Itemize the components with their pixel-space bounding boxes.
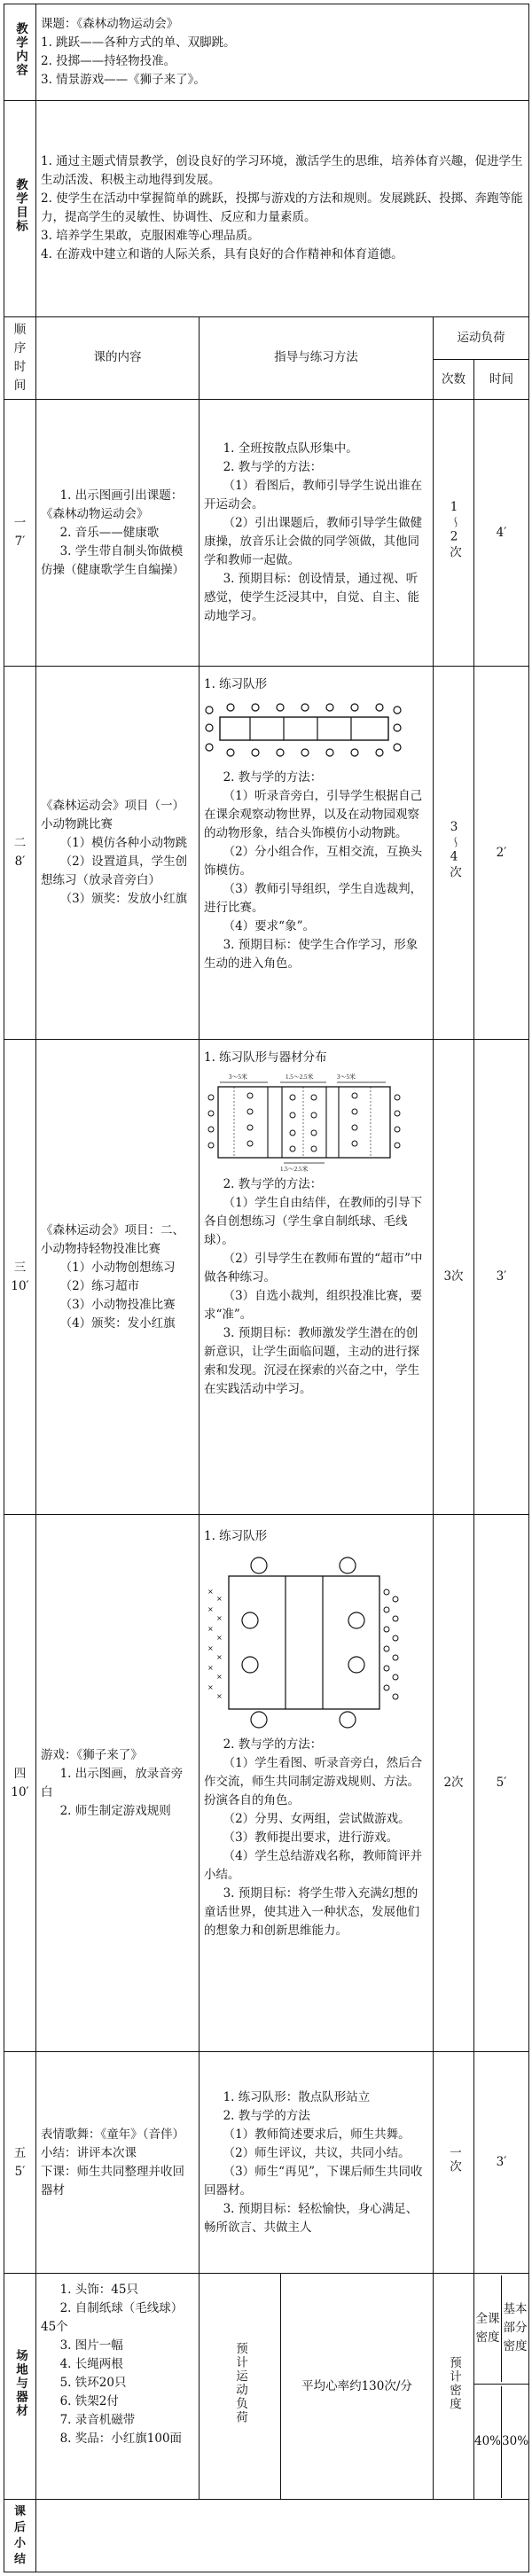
svg-text:×: × bbox=[216, 1653, 223, 1662]
density-values bbox=[474, 2384, 529, 2500]
stage-duration: 2′ bbox=[474, 667, 529, 1040]
venue-label: 场地与器材 bbox=[4, 2273, 36, 2500]
overall-density-label: 全课密度 bbox=[474, 2275, 502, 2382]
stage-times: 一次 bbox=[434, 2052, 474, 2273]
stage-method: 1. 练习队形：散点队形站立 2. 教与学的方法 （1）教师简述要求后，师生共舞。 （2）师生评议，共议，共同小结。 （3）师生“再见”，下课后师生共同收回器材。 3. 预期目标：轻松愉快，身心满足、畅所欲言、共做主人 bbox=[200, 2052, 434, 2273]
header-duration: 时间 bbox=[474, 360, 529, 400]
teaching-content-row bbox=[4, 4, 529, 101]
stage-number-time: 五 5′ bbox=[4, 2052, 36, 2273]
stage-content: 表情歌舞：《童年》（音伴） 小结：讲评本次课 下课：师生共同整理并收回器材 bbox=[36, 2052, 200, 2273]
reflection-cell bbox=[36, 2500, 529, 2572]
header-row bbox=[4, 316, 529, 360]
stage-times: 1～2次 bbox=[434, 400, 474, 667]
stage-row bbox=[4, 667, 529, 1040]
heart-rate-value: 平均心率约130次/分 bbox=[281, 2273, 434, 2500]
svg-text:×: × bbox=[207, 1644, 214, 1653]
stage-times: 3～4次 bbox=[434, 667, 474, 1040]
svg-text:×: × bbox=[207, 1664, 214, 1673]
reflection-label: 课后小结 bbox=[4, 2500, 36, 2572]
goal-item: 2. 使学生在活动中掌握简单的跳跃，投掷与游戏的方法和规则。发展跳跃、投掷、奔跑等能力，提高学生的灵敏性、协调性、反应和力量素质。 bbox=[41, 191, 523, 225]
stage-method: 1. 全班按散点队形集中。 2. 教与学的方法： （1）看图后，教师引导学生说出谁在开运动会。 （2）引出课题后，教师引导学生做健康操，放音乐让会做的同学领做，其他同学和教师一起做。 3. 预期目标：创设情景，通过视、听感觉，使学生泛浸其中，自觉、自主、能动地学习。 bbox=[200, 400, 434, 667]
lesson-plan-table bbox=[4, 4, 529, 2572]
venue-row bbox=[4, 2273, 529, 2384]
content-item: 3. 情景游戏——《狮子来了》。 bbox=[41, 73, 206, 88]
stage-content: 《森林运动会》项目：二、小动物持轻物投准比赛 （1）小动物创想练习 （2）练习超市 （3）小动物投准比赛 （4）颁奖：发小红旗 bbox=[36, 1040, 200, 1515]
stage-content: 游戏：《狮子来了》 1. 出示图画，放录音旁白 2. 师生制定游戏规则 bbox=[36, 1515, 200, 2052]
stage-content: 《森林运动会》项目（一）小动物跳比赛 （1）模仿各种小动物跳 （2）设置道具，学生创想练习（放录音旁白） （3）颁奖：发放小红旗 bbox=[36, 667, 200, 1040]
stage-row bbox=[4, 1040, 529, 1515]
header-content: 课的内容 bbox=[36, 316, 200, 400]
goal-item: 1. 通过主题式情景教学，创设良好的学习环境，激活学生的思维，培养体育兴趣，促进学生生动活泼、积极主动地得到发展。 bbox=[41, 154, 523, 188]
density-labels bbox=[474, 2273, 529, 2384]
header-order-time: 顺序时间 bbox=[4, 316, 36, 400]
stage-row bbox=[4, 400, 529, 667]
stage-duration: 3′ bbox=[474, 1040, 529, 1515]
game-formation-diagram bbox=[204, 1550, 403, 1736]
predicted-density-label: 预计密度 bbox=[434, 2273, 474, 2500]
svg-text:3～5米: 3～5米 bbox=[337, 1073, 356, 1081]
stage-row bbox=[4, 1515, 529, 2052]
equipment-layout-diagram bbox=[204, 1071, 403, 1175]
teaching-goals-cell bbox=[36, 101, 529, 316]
stage-row bbox=[4, 2052, 529, 2273]
svg-text:×: × bbox=[216, 1595, 223, 1604]
stage-method: 1. 练习队形与器材分布 3～5米 1.5～2.5米 3～5米 1.5～2.5米 2. 教与学的方法： （1）学生自由结伴，在教师的引导下各自创想练习（学生拿自制纸球、毛线球）。 （2）引导学生在教师布置的“超市”中做各种练习。 （3）自选小裁判，组织投准比赛，要求“准”。 3. 预期目标：教师激发学生潜在的创新意识，让学生面临问题，主动的进行探索和发现。沉浸在探索的兴奋之中，学生在实践活动中学习。 bbox=[200, 1040, 434, 1515]
stage-number-time: 一 7′ bbox=[4, 400, 36, 667]
basic-density-label: 基本部分密度 bbox=[503, 2302, 528, 2354]
stage-duration: 3′ bbox=[474, 2052, 529, 2273]
goal-item: 4. 在游戏中建立和谐的人际关系，具有良好的合作精神和体育道德。 bbox=[41, 247, 403, 262]
stage-number-time: 三 10′ bbox=[4, 1040, 36, 1515]
header-times: 次数 bbox=[434, 360, 474, 400]
stage-duration: 4′ bbox=[474, 400, 529, 667]
svg-text:×: × bbox=[207, 1605, 214, 1614]
teaching-content-cell bbox=[36, 4, 529, 101]
stage-duration: 5′ bbox=[474, 1515, 529, 2052]
content-item: 1. 跳跃——各种方式的单、双脚跳。 bbox=[41, 35, 236, 51]
goal-item: 3. 培养学生果敢，克服困难等心理品质。 bbox=[41, 229, 260, 244]
basic-density-value: 30% bbox=[502, 2434, 529, 2449]
svg-text:×: × bbox=[216, 1634, 223, 1643]
svg-text:×: × bbox=[207, 1625, 214, 1634]
svg-text:1.5～2.5米: 1.5～2.5米 bbox=[286, 1073, 314, 1081]
svg-text:×: × bbox=[216, 1614, 223, 1623]
teaching-goals-row bbox=[4, 101, 529, 316]
svg-text:1.5～2.5米: 1.5～2.5米 bbox=[280, 1166, 309, 1174]
stage-method: 1. 练习队形 2. 教与学的方法： （1）听录音旁白，引导学生根据自己在课余观察动物世界，以及在动物园观察的动物形象，结合头饰模仿小动物跳。 （2）分小组合作，互相交流，互换头饰模仿。 （3）教师引导组织，学生自选裁判，进行比赛。 （4）要求“象”。 3. 预期目标：使学生合作学习，形象生动的进入角色。 bbox=[200, 667, 434, 1040]
stage-number-time: 二 8′ bbox=[4, 667, 36, 1040]
stage-method: 1. 练习队形 × × × × × × × × × × × × 2. 教与学的方法： （1）学生看图、听录音旁白，然后合作交流，师生共同制定游戏规则、方法。扮演各自的角色。 （2）分男、女两组，尝试做游戏。 （3）教师提出要求，进行游戏。 （4）学生总结游戏名称，教师简评并小结。 3. 预期目标：将学生带入充满幻想的童话世界，使其进入一种状态，发展他们的想象力和创新思维能力。 bbox=[200, 1515, 434, 2052]
stage-content: 1. 出示图画引出课题：《森林动物运动会》 2. 音乐——健康歌 3. 学生带自制头饰做模仿操（健康歌学生自编操） bbox=[36, 400, 200, 667]
header-load: 运动负荷 bbox=[434, 316, 529, 360]
svg-text:×: × bbox=[216, 1692, 223, 1701]
content-item: 课题：《森林动物运动会》 bbox=[41, 17, 179, 32]
stage-times: 2次 bbox=[434, 1515, 474, 2052]
svg-text:×: × bbox=[207, 1588, 214, 1596]
predicted-load-label: 预计运动负荷 bbox=[200, 2273, 281, 2500]
stage-number-time: 四 10′ bbox=[4, 1515, 36, 2052]
teaching-goals-label: 教学目标 bbox=[4, 101, 36, 316]
header-method: 指导与练习方法 bbox=[200, 316, 434, 400]
svg-text:×: × bbox=[207, 1683, 214, 1692]
content-item: 2. 投掷——持轻物投准。 bbox=[41, 54, 176, 69]
rope-formation-diagram bbox=[204, 698, 403, 769]
reflection-row bbox=[4, 2500, 529, 2572]
svg-text:3～5米: 3～5米 bbox=[229, 1073, 247, 1081]
svg-text:×: × bbox=[216, 1673, 223, 1682]
equipment-list: 1. 头饰：45只 2. 自制纸球（毛线球）45个 3. 图片一幅 4. 长绳两根 5. 铁环20只 6. 铁架2付 7. 录音机磁带 8. 奖品：小红旗100面 bbox=[36, 2273, 200, 2500]
overall-density-value: 40% bbox=[474, 2386, 502, 2498]
teaching-content-label: 教学内容 bbox=[4, 4, 36, 101]
stage-times: 3次 bbox=[434, 1040, 474, 1515]
